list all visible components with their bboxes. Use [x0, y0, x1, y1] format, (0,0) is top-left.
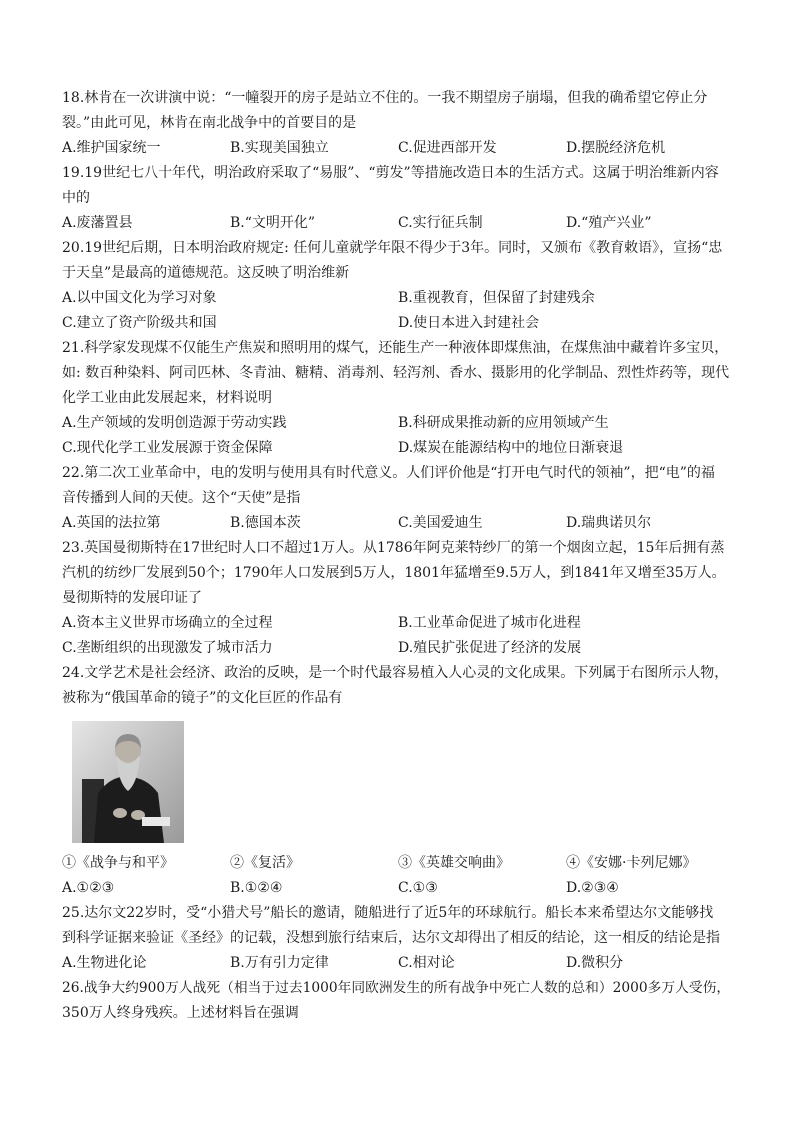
q20-option-d: D.使日本进入封建社会 — [398, 315, 540, 331]
q25-stem-1: 25.达尔文22岁时，受“小猎犬号”船长的邀请，随船进行了近5年的环球航行。船长本来希望达尔文能够找 — [62, 905, 714, 921]
q25-options — [62, 951, 734, 976]
q21-option-c: C.现代化学工业发展源于资金保障 — [62, 440, 273, 456]
q24-work-4: ④《安娜·卡列尼娜》 — [566, 855, 697, 871]
q20-options-row-1 — [62, 286, 734, 311]
q21-options-row-1 — [62, 411, 734, 436]
q22-option-b: B.德国本茨 — [230, 515, 301, 531]
q20-options-row-2 — [62, 311, 734, 336]
q25-option-d: D.微积分 — [566, 955, 624, 971]
q18-option-b: B.实现美国独立 — [230, 140, 329, 156]
q24-works — [62, 851, 734, 876]
q20-stem-1: 20.19世纪后期，日本明治政府规定: 任何儿童就学年限不得少于3年。同时，又颁布《教育敕语》，宣扬“忠 — [62, 240, 723, 256]
q20-option-b: B.重视教育，但保留了封建残余 — [398, 290, 595, 306]
q20-option-c: C.建立了资产阶级共和国 — [62, 315, 217, 331]
q24-work-2: ②《复活》 — [230, 855, 300, 871]
q26-stem-1: 26.战争大约900万人战死（相当于过去1000年同欧洲发生的所有战争中死亡人数的总和）2000多万人受伤， — [62, 980, 731, 996]
q18-option-c: C.促进西部开发 — [398, 140, 497, 156]
q21-options-row-2 — [62, 436, 734, 461]
q21-stem-1: 21.科学家发现煤不仅能生产焦炭和照明用的煤气，还能生产一种液体即煤焦油，在煤焦油中藏着许多宝贝， — [62, 340, 729, 356]
q25-option-a: A.生物进化论 — [62, 955, 147, 971]
q18-option-d: D.摆脱经济危机 — [566, 140, 666, 156]
q23-stem-2: 汽机的纺纱厂发展到50个；1790年人口发展到5万人，1801年猛增至9.5万人，到1841年又增至35万人。 — [62, 565, 726, 581]
q24-option-a: A.①②③ — [62, 880, 115, 896]
q24-options — [62, 876, 734, 901]
q22-option-a: A.英国的法拉第 — [62, 515, 161, 531]
q21-option-b: B.科研成果推动新的应用领域产生 — [398, 415, 609, 431]
q26-stem-2: 350万人终身残疾。上述材料旨在强调 — [62, 1005, 299, 1021]
q19-option-d: D.“殖产兴业” — [566, 215, 652, 231]
q23-option-a: A.资本主义世界市场确立的全过程 — [62, 615, 273, 631]
q25-option-c: C.相对论 — [398, 955, 455, 971]
q19-option-a: A.废藩置县 — [62, 215, 133, 231]
q24-stem-2: 被称为“俄国革命的镜子”的文化巨匠的作品有 — [62, 690, 343, 706]
q19-stem-2: 中的 — [62, 190, 90, 206]
q22-stem-1: 22.第二次工业革命中，电的发明与使用具有时代意义。人们评价他是“打开电气时代的领袖”，把“电”的福 — [62, 465, 715, 481]
q22-stem-2: 音传播到人间的天使。这个“天使”是指 — [62, 490, 301, 506]
q21-option-a: A.生产领域的发明创造源于劳动实践 — [62, 415, 287, 431]
q21-option-d: D.煤炭在能源结构中的地位日渐衰退 — [398, 440, 624, 456]
q18-stem-1: 18.林肯在一次讲演中说：“一幢裂开的房子是站立不住的。一我不期望房子崩塌，但我的确希望它停止分 — [62, 90, 708, 106]
q21-stem-2: 如: 数百种染料、阿司匹林、冬青油、糖精、消毒剂、轻泻剂、香水、摄影用的化学制品、烈性炸药等，现代 — [62, 365, 730, 381]
q23-option-c: C.垄断组织的出现激发了城市活力 — [62, 640, 273, 656]
q23-option-d: D.殖民扩张促进了经济的发展 — [398, 640, 582, 656]
q18-stem-2: 裂。”由此可见，林肯在南北战争中的首要目的是 — [62, 115, 357, 131]
q21-stem-3: 化学工业由此发展起来，材料说明 — [62, 390, 272, 406]
q22-option-c: C.美国爱迪生 — [398, 515, 483, 531]
q19-options — [62, 211, 734, 236]
q24-stem-1: 24.文学艺术是社会经济、政治的反映，是一个时代最容易植入人心灵的文化成果。下列属于右图所示人物， — [62, 665, 729, 681]
q18-option-a: A.维护国家统一 — [62, 140, 161, 156]
exam-page — [62, 86, 734, 1026]
q25-option-b: B.万有引力定律 — [230, 955, 329, 971]
q20-stem-2: 于天皇”是最高的道德规范。这反映了明治维新 — [62, 265, 350, 281]
q19-option-c: C.实行征兵制 — [398, 215, 483, 231]
q25-stem-2: 到科学证据来验证《圣经》的记载，没想到旅行结束后，达尔文却得出了相反的结论，这一相反的结论是指 — [62, 930, 720, 946]
q22-option-d: D.瑞典诺贝尔 — [566, 515, 652, 531]
q24-option-c: C.①③ — [398, 880, 438, 896]
q23-options-row-1 — [62, 611, 734, 636]
q24-work-1: ①《战争与和平》 — [62, 855, 174, 871]
q19-option-b: B.“文明开化” — [230, 215, 316, 231]
tolstoy-portrait-image — [72, 721, 184, 843]
q20-option-a: A.以中国文化为学习对象 — [62, 290, 217, 306]
q22-options — [62, 511, 734, 536]
portrait-photo-icon — [72, 721, 184, 843]
q23-stem-1: 23.英国曼彻斯特在17世纪时人口不超过1万人。从1786年阿克莱特纱厂的第一个烟囱立起，15年后拥有蒸 — [62, 540, 725, 556]
q23-stem-3: 曼彻斯特的发展印证了 — [62, 590, 202, 606]
q18-options — [62, 136, 734, 161]
q24-option-b: B.①②④ — [230, 880, 283, 896]
q23-option-b: B.工业革命促进了城市化进程 — [398, 615, 581, 631]
q23-options-row-2 — [62, 636, 734, 661]
q24-option-d: D.②③④ — [566, 880, 619, 896]
q19-stem-1: 19.19世纪七八十年代，明治政府采取了“易服”、“剪发”等措施改造日本的生活方式。这属于明治维新内容 — [62, 165, 719, 181]
q24-work-3: ③《英雄交响曲》 — [398, 855, 510, 871]
